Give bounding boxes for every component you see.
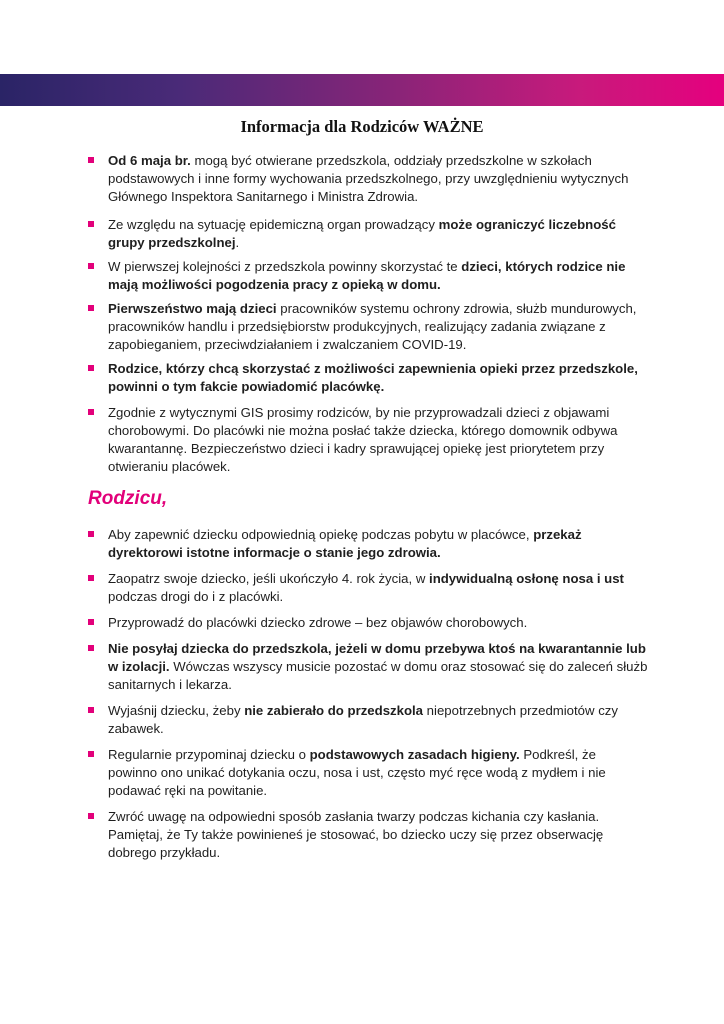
- header-gradient-band: [0, 74, 724, 106]
- item-text: niepotrzebnych przedmiotów czy zabawek.: [108, 703, 618, 736]
- emphasis: Rodzice, którzy chcą skorzystać z możliwości zapewnienia opieki przez przedszkole, powinni o tym fakcie powiadomić placówkę.: [108, 361, 638, 394]
- square-bullet-icon: [88, 305, 94, 311]
- item-text: Zgodnie z wytycznymi GIS prosimy rodziców, by nie przyprowadzali dzieci z objawami chorobowymi. Do placówki nie można posłać także dziecka, którego domownik odbywa kwarantannę. Bezpieczeństwo dzieci i kadry sprawującej opiekę jest priorytetem przy otwieraniu placówek.: [108, 405, 618, 474]
- list-item: [88, 640, 648, 694]
- list-item: [88, 746, 648, 800]
- list-item: [88, 216, 648, 252]
- square-bullet-icon: [88, 263, 94, 269]
- square-bullet-icon: [88, 707, 94, 713]
- item-text: Wyjaśnij dziecku, żeby: [108, 703, 245, 718]
- square-bullet-icon: [88, 751, 94, 757]
- emphasis: przekaż dyrektorowi istotne informacje o stanie jego zdrowia.: [108, 527, 582, 560]
- emphasis: Od 6 maja br.: [108, 153, 191, 168]
- item-text: mogą być otwierane przedszkola, oddziały przedszkolne w szkołach podstawowych i inne formy wychowania przedszkolnego, przy uwzględnieniu wytycznych Głównego Inspektora Sanitarnego i Ministra Zdrowia.: [108, 153, 629, 204]
- list-item: [88, 404, 648, 476]
- emphasis: może ograniczyć liczebność grupy przedszkolnej: [108, 217, 616, 250]
- list-item: [88, 258, 648, 294]
- parent-guidance-list: [88, 526, 648, 862]
- item-text: W pierwszej kolejności z przedszkola powinny skorzystać te: [108, 259, 462, 274]
- item-text: podczas drogi do i z placówki.: [108, 589, 284, 604]
- item-text: Zwróć uwagę na odpowiedni sposób zasłania twarzy podczas kichania czy kasłania. Pamiętaj, że Ty także powinieneś je stosować, bo dziecko uczy się przez obserwację dobrego przykładu.: [108, 809, 604, 860]
- list-item: [88, 360, 648, 396]
- item-text: Ze względu na sytuację epidemiczną organ prowadzący: [108, 217, 439, 232]
- square-bullet-icon: [88, 645, 94, 651]
- list-item: [88, 702, 648, 738]
- square-bullet-icon: [88, 221, 94, 227]
- square-bullet-icon: [88, 813, 94, 819]
- item-text: Przyprowadź do placówki dziecko zdrowe – bez objawów chorobowych.: [108, 615, 528, 630]
- square-bullet-icon: [88, 619, 94, 625]
- item-text: Regularnie przypominaj dziecku o: [108, 747, 310, 762]
- square-bullet-icon: [88, 409, 94, 415]
- emphasis: Nie posyłaj dziecka do przedszkola, jeżeli w domu przebywa ktoś na kwarantannie lub w izolacji.: [108, 641, 646, 674]
- list-item: [88, 808, 648, 862]
- list-item: [88, 152, 648, 206]
- item-text: Aby zapewnić dziecku odpowiednią opiekę podczas pobytu w placówce,: [108, 527, 534, 542]
- emphasis: podstawowych zasadach higieny.: [309, 747, 520, 762]
- emphasis: nie zabierało do przedszkola: [244, 703, 424, 718]
- emphasis: indywidualną osłonę nosa i ust: [429, 571, 624, 586]
- info-list: [88, 152, 648, 476]
- page-title: Informacja dla Rodziców WAŻNE: [240, 117, 484, 136]
- item-text: Wówczas wszyscy musicie pozostać w domu oraz stosować się do zaleceń służb sanitarnych i lekarza.: [108, 659, 648, 692]
- list-item: [88, 300, 648, 354]
- emphasis: dzieci, których rodzice nie mają możliwości pogodzenia pracy z opieką w domu.: [108, 259, 626, 292]
- list-item: [88, 570, 648, 606]
- square-bullet-icon: [88, 157, 94, 163]
- item-text: Zaopatrz swoje dziecko, jeśli ukończyło 4. rok życia, w: [108, 571, 430, 586]
- item-text: Podkreśl, że powinno ono unikać dotykania oczu, nosa i ust, często myć ręce wodą z mydłem i nie podawać ręki na powitanie.: [108, 747, 606, 798]
- item-text: .: [235, 235, 240, 250]
- square-bullet-icon: [88, 575, 94, 581]
- square-bullet-icon: [88, 365, 94, 371]
- section-heading: Rodzicu,: [88, 488, 168, 509]
- item-text: pracowników systemu ochrony zdrowia, służb mundurowych, pracowników handlu i przedsiębiorstw produkcyjnych, realizujący zadania związane z zapobieganiem, przeciwdziałaniem i zwalczaniem COVID-19.: [108, 301, 637, 352]
- list-item: [88, 614, 648, 632]
- emphasis: Pierwszeństwo mają dzieci: [108, 301, 277, 316]
- list-item: [88, 526, 648, 562]
- square-bullet-icon: [88, 531, 94, 537]
